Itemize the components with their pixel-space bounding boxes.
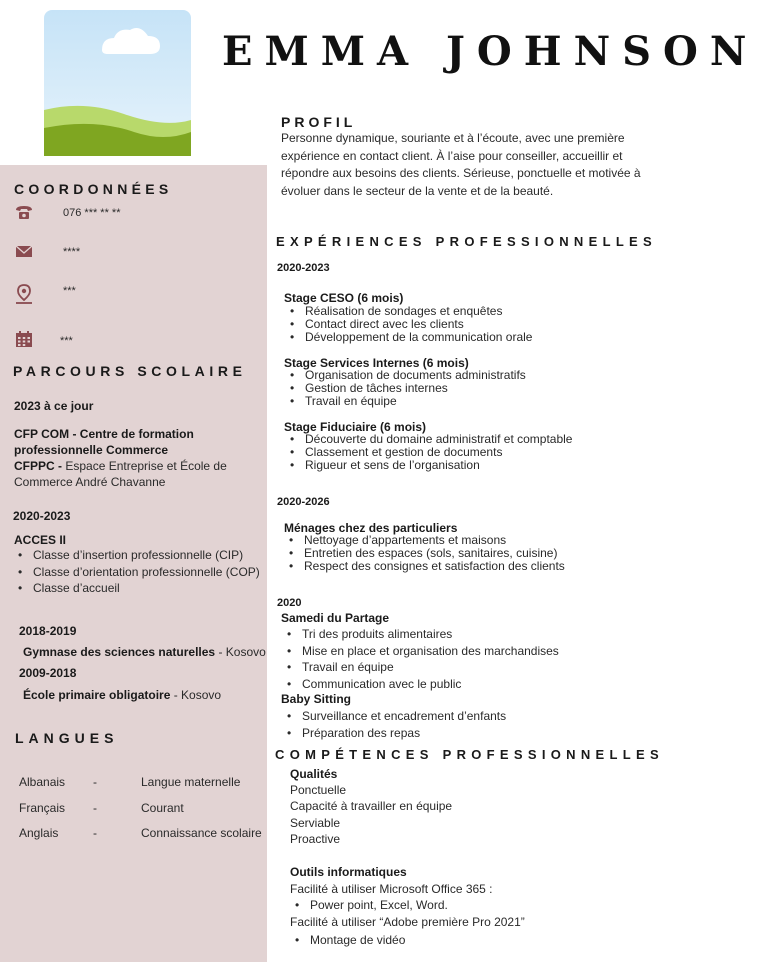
list-item: • Travail en équipe — [287, 395, 526, 408]
list-item: • Entretien des espaces (sols, sanitaires, cuisine) — [286, 547, 565, 560]
list-item: • Power point, Excel, Word. — [292, 897, 448, 914]
list-item: • Surveillance et encadrement d’enfants — [284, 708, 506, 725]
list-item: • Respect des consignes et satisfaction des clients — [286, 560, 565, 573]
education-detail-text: Espace Entreprise et École de — [65, 459, 227, 473]
langues-title: LANGUES — [15, 730, 119, 746]
education-school — [23, 687, 221, 703]
language-name: Français — [19, 801, 66, 815]
list-item: • Classe d’insertion professionnelle (CIP) — [15, 547, 260, 564]
education-period: 2009-2018 — [19, 666, 77, 680]
language-level: Courant — [141, 801, 184, 815]
list-item: • Communication avec le public — [284, 676, 559, 693]
experiences-title: EXPÉRIENCES PROFESSIONNELLES — [276, 234, 658, 249]
profil-line: répondre aux besoins des clients. Sérieuse, ponctuelle et motivée à — [281, 166, 641, 180]
skill-item: Facilité à utiliser “Adobe première Pro 2021” — [290, 915, 525, 929]
job-title: Ménages chez des particuliers — [284, 521, 458, 535]
skills-subtitle: Qualités — [290, 767, 338, 781]
education-school-name: École primaire obligatoire — [23, 688, 171, 702]
job-task-list — [287, 433, 572, 472]
language-name: Albanais — [19, 775, 66, 789]
education-detail-bold: CFPPC - — [14, 459, 66, 473]
job-task-list — [286, 534, 565, 573]
coordonnees-title: COORDONNÉES — [14, 181, 173, 197]
language-level: Langue maternelle — [141, 775, 241, 789]
job-title: Baby Sitting — [281, 692, 352, 706]
education-list — [15, 547, 260, 597]
experience-period: 2020-2023 — [277, 262, 330, 274]
list-item: • Découverte du domaine administratif et comptable — [287, 433, 572, 446]
profile-photo-placeholder — [44, 10, 191, 156]
language-separator: - — [93, 826, 97, 840]
experience-period: 2020 — [277, 597, 302, 609]
calendar-icon — [14, 329, 34, 349]
phone-icon — [14, 202, 34, 222]
phone-value: 076 *** ** ** — [63, 207, 121, 219]
language-name: Anglais — [19, 826, 59, 840]
list-item: • Gestion de tâches internes — [287, 382, 526, 395]
list-item: • Travail en équipe — [284, 659, 559, 676]
list-item: • Rigueur et sens de l’organisation — [287, 459, 572, 472]
profil-text — [281, 130, 661, 200]
candidate-name: EMMA JOHNSON — [222, 28, 758, 75]
job-task-list — [284, 708, 506, 741]
list-item: • Mise en place et organisation des marchandises — [284, 643, 559, 660]
language-level: Connaissance scolaire — [141, 826, 262, 840]
profil-title: PROFIL — [281, 114, 357, 130]
profil-line: évoluer dans le secteur de la vente et de la beauté. — [281, 183, 554, 198]
email-value: **** — [63, 246, 81, 258]
education-place: - Kosovo — [170, 688, 222, 702]
skill-sublist — [292, 897, 448, 914]
skill-sublist — [292, 932, 405, 949]
skills-subtitle: Outils informatiques — [290, 865, 407, 879]
job-task-list — [287, 369, 526, 408]
list-item: • Contact direct avec les clients — [287, 318, 532, 331]
list-item: • Tri des produits alimentaires — [284, 626, 559, 643]
parcours-title: PARCOURS SCOLAIRE — [13, 363, 247, 379]
education-school: professionnelle Commerce — [14, 443, 169, 457]
job-title: Stage Fiduciaire (6 mois) — [284, 420, 427, 434]
skill-item: Serviable — [290, 816, 341, 830]
job-title: Samedi du Partage — [281, 611, 390, 625]
profil-line: expérience en contact client. À l’aise pour conseiller, accueillir et — [281, 148, 623, 163]
mail-icon — [14, 241, 34, 261]
list-item: • Réalisation de sondages et enquêtes — [287, 305, 532, 318]
job-task-list — [284, 626, 559, 692]
competences-title: COMPÉTENCES PROFESSIONNELLES — [275, 747, 664, 762]
language-separator: - — [93, 775, 97, 789]
experience-period: 2020-2026 — [277, 496, 330, 508]
job-title: Stage Services Internes (6 mois) — [284, 356, 469, 370]
address-value: *** — [63, 285, 76, 297]
list-item: • Classe d’accueil — [15, 580, 260, 597]
skill-item: Capacité à travailler en équipe — [290, 799, 453, 813]
list-item: • Nettoyage d’appartements et maisons — [286, 534, 565, 547]
job-title: Stage CESO (6 mois) — [284, 291, 404, 305]
education-school: ACCES II — [14, 533, 67, 547]
list-item: • Développement de la communication orale — [287, 331, 532, 344]
education-detail: Commerce André Chavanne — [14, 475, 166, 489]
education-school — [23, 644, 266, 660]
list-item: • Montage de vidéo — [292, 932, 405, 949]
location-icon — [14, 284, 34, 304]
profil-line: Personne dynamique, souriante et à l’écoute, avec une première — [281, 131, 625, 145]
education-period: 2018-2019 — [19, 624, 77, 638]
skill-item: Proactive — [290, 832, 341, 846]
education-school-name: Gymnase des sciences naturelles — [23, 645, 216, 659]
birthdate-value: *** — [60, 335, 73, 347]
education-detail — [14, 458, 227, 474]
education-school: CFP COM - Centre de formation — [14, 427, 194, 441]
education-period: 2020-2023 — [13, 509, 71, 523]
list-item: • Organisation de documents administratifs — [287, 369, 526, 382]
list-item: • Préparation des repas — [284, 725, 506, 742]
landscape-icon — [44, 10, 191, 156]
list-item: • Classement et gestion de documents — [287, 446, 572, 459]
job-task-list — [287, 305, 532, 344]
language-separator: - — [93, 801, 97, 815]
list-item: • Classe d’orientation professionnelle (COP) — [15, 564, 260, 581]
skill-item: Facilité à utiliser Microsoft Office 365 : — [290, 882, 493, 896]
education-period: 2023 à ce jour — [14, 399, 94, 413]
education-place: - Kosovo — [215, 645, 266, 659]
skill-item: Ponctuelle — [290, 783, 347, 797]
